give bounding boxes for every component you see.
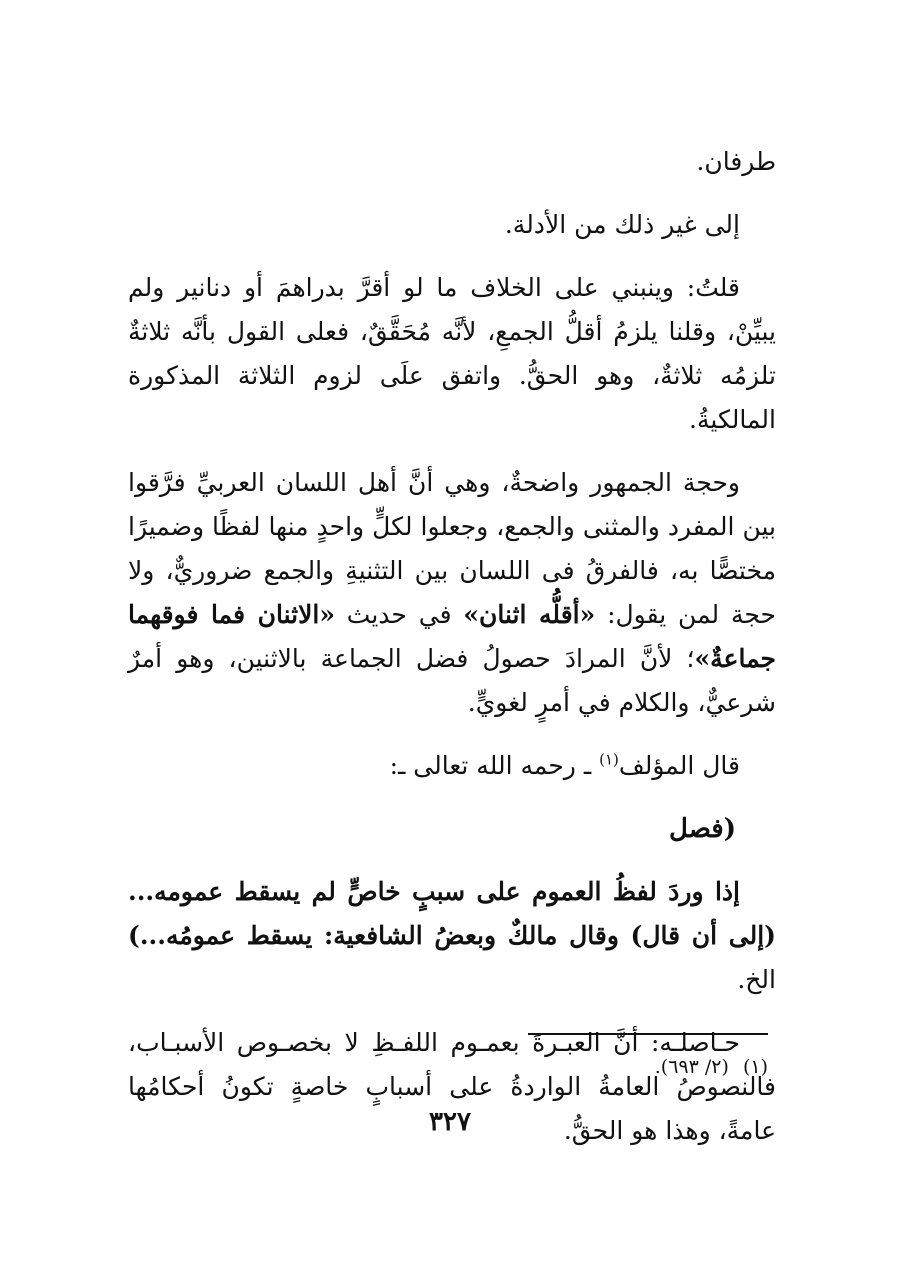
footnote-text: (٢/ ٦٩٣). <box>654 1056 729 1078</box>
footnote-number: (١) <box>742 1056 768 1078</box>
paragraph-text: قلتُ: وينبني على الخلاف ما لو أقرَّ بدراهمَ أو دنانير ولم يبيِّنْ، وقلنا يلزمُ أقلُّ الجمعِ، لأنَّه مُحَقَّقٌ، فعلى القول بأنَّه ثلاثةٌ تلزمُه ثلاثةٌ، وهو الحقُّ. واتفق علَى لزوم الثلاثة المذكورة المالكيةُ. <box>128 273 776 434</box>
paragraph-text: في حديث <box>334 600 464 629</box>
paragraph-author-said <box>128 744 776 788</box>
paragraph-other-evidence <box>128 203 776 247</box>
paragraph-text: حـاصلـه: أنَّ العبـرةَ بعمـوم اللفـظِ لا بخصـوص الأسبـاب، فالنصوصُ العامةُ الواردةُ على أسبابٍ خاصةٍ تكونُ أحكامُها عامةً، وهذا هو الحقُّ. <box>128 1028 776 1145</box>
paragraph-text: قال المؤلف <box>618 751 740 780</box>
paragraph-qultu <box>128 266 776 442</box>
paragraph-text: ؛ لأنَّ المرادَ حصولُ فضل الجماعة بالاثنين، وهو أمرٌ شرعيٌّ، والكلام في أمرٍ لغويٍّ. <box>128 644 776 717</box>
paragraph-tarafan <box>128 140 776 184</box>
page-number: ٣٢٧ <box>429 1107 471 1137</box>
paragraph-majority-argument <box>128 461 776 725</box>
paragraph-text: طرفان. <box>696 147 776 176</box>
hadith-quote: «الاثنان فما فوقهما جماعةٌ» <box>128 600 776 673</box>
footnote <box>500 1052 768 1082</box>
quoted-phrase: «أقلُّه اثنان» <box>463 600 596 629</box>
footnote-reference: (١) <box>599 750 619 769</box>
paragraph-text: الخ. <box>737 965 776 994</box>
section-heading: (فصل <box>669 814 736 844</box>
paragraph-text: وحجة الجمهور واضحةٌ، وهي أنَّ أهل اللسان العربيِّ فرَّقوا بين المفرد والمثنى والجمع، وجعلوا لكلٍّ واحدٍ منها لفظًا وضميرًا مختصًّا به، فالفرقُ فى اللسان بين التثنيةِ والجمع ضروريٌّ، ولا حجة لمن يقول: <box>128 468 776 629</box>
paragraph-text: إلى غير ذلك من الأدلة. <box>504 210 740 239</box>
page-body <box>128 140 776 1172</box>
paragraph-quoted-text <box>128 870 776 1002</box>
footnote-divider <box>528 1033 768 1035</box>
quoted-text: إذا وردَ لفظُ العموم على سببٍ خاصٍّ لم يسقط عمومه... (إلى أن قال) وقال مالكٌ وبعضُ الشافعية: يسقط عمومُه...) <box>128 877 776 950</box>
paragraph-text: ـ رحمه الله تعالى ـ: <box>389 751 600 780</box>
